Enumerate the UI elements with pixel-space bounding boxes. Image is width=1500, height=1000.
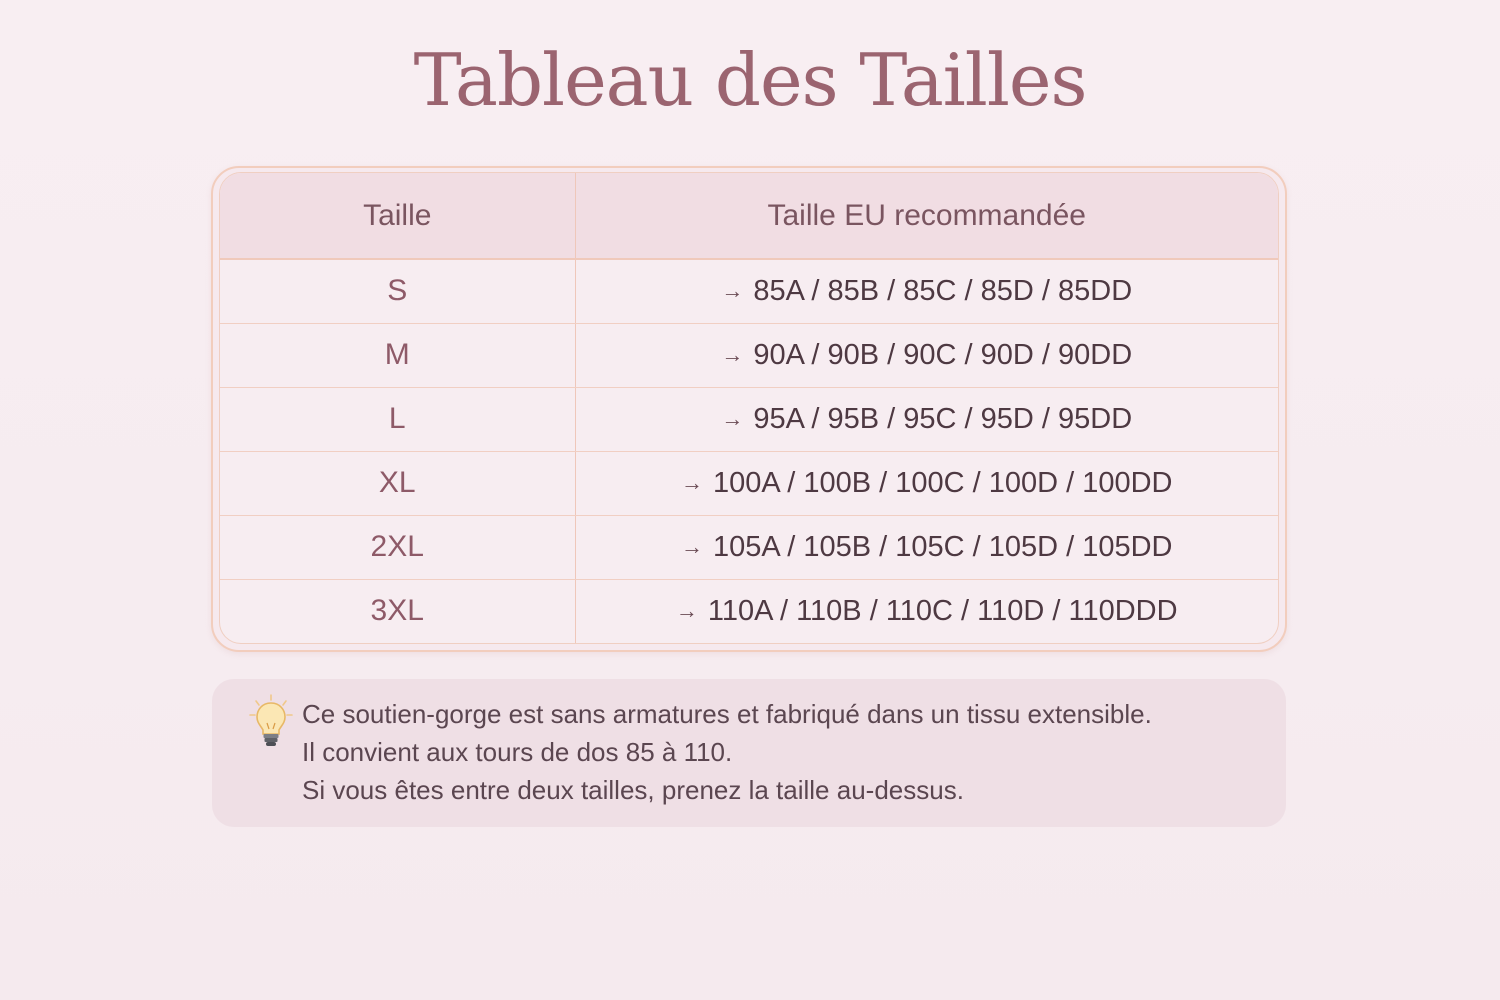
eu-size-value: 95A / 95B / 95C / 95D / 95DD <box>753 402 1133 435</box>
note-line: Si vous êtes entre deux tailles, prenez la taille au-dessus. <box>302 775 964 805</box>
eu-size-cell <box>575 579 1278 643</box>
eu-size-value: 85A / 85B / 85C / 85D / 85DD <box>753 274 1133 307</box>
eu-size-value: 100A / 100B / 100C / 100D / 100DD <box>713 466 1173 499</box>
size-table-container <box>219 172 1279 644</box>
eu-size-value: 90A / 90B / 90C / 90D / 90DD <box>753 338 1133 371</box>
table-header-row <box>220 173 1278 259</box>
eu-size-value: 110A / 110B / 110C / 110D / 110DDD <box>707 594 1178 627</box>
column-header-size: Taille <box>220 173 575 259</box>
lightbulb-icon <box>248 693 294 753</box>
page-title: Tableau des Tailles <box>413 38 1087 122</box>
eu-size-cell <box>575 259 1278 323</box>
size-cell: XL <box>220 451 575 515</box>
note-line: Ce soutien-gorge est sans armatures et fabriqué dans un tissu extensible. <box>302 699 1152 729</box>
arrow-right-icon: → <box>681 533 704 559</box>
note-line: Il convient aux tours de dos 85 à 110. <box>302 737 733 767</box>
eu-size-cell <box>575 387 1278 451</box>
arrow-right-icon: → <box>721 341 744 367</box>
size-cell: 2XL <box>220 515 575 579</box>
size-cell: 3XL <box>220 579 575 643</box>
size-table <box>220 173 1278 643</box>
table-row <box>220 579 1278 643</box>
fit-note-box <box>212 679 1286 827</box>
table-row <box>220 451 1278 515</box>
table-row <box>220 387 1278 451</box>
arrow-right-icon: → <box>681 469 704 495</box>
table-row <box>220 259 1278 323</box>
eu-size-cell <box>575 323 1278 387</box>
eu-size-cell <box>575 515 1278 579</box>
arrow-right-icon: → <box>675 597 698 623</box>
eu-size-cell <box>575 451 1278 515</box>
eu-size-value: 105A / 105B / 105C / 105D / 105DD <box>713 530 1173 563</box>
size-cell: L <box>220 387 575 451</box>
size-cell: M <box>220 323 575 387</box>
size-table-frame <box>211 166 1287 652</box>
column-header-eu-size: Taille EU recommandée <box>575 173 1278 259</box>
note-text <box>302 695 1262 809</box>
table-row <box>220 515 1278 579</box>
arrow-right-icon: → <box>721 277 744 303</box>
arrow-right-icon: → <box>721 405 744 431</box>
size-cell: S <box>220 259 575 323</box>
table-row <box>220 323 1278 387</box>
